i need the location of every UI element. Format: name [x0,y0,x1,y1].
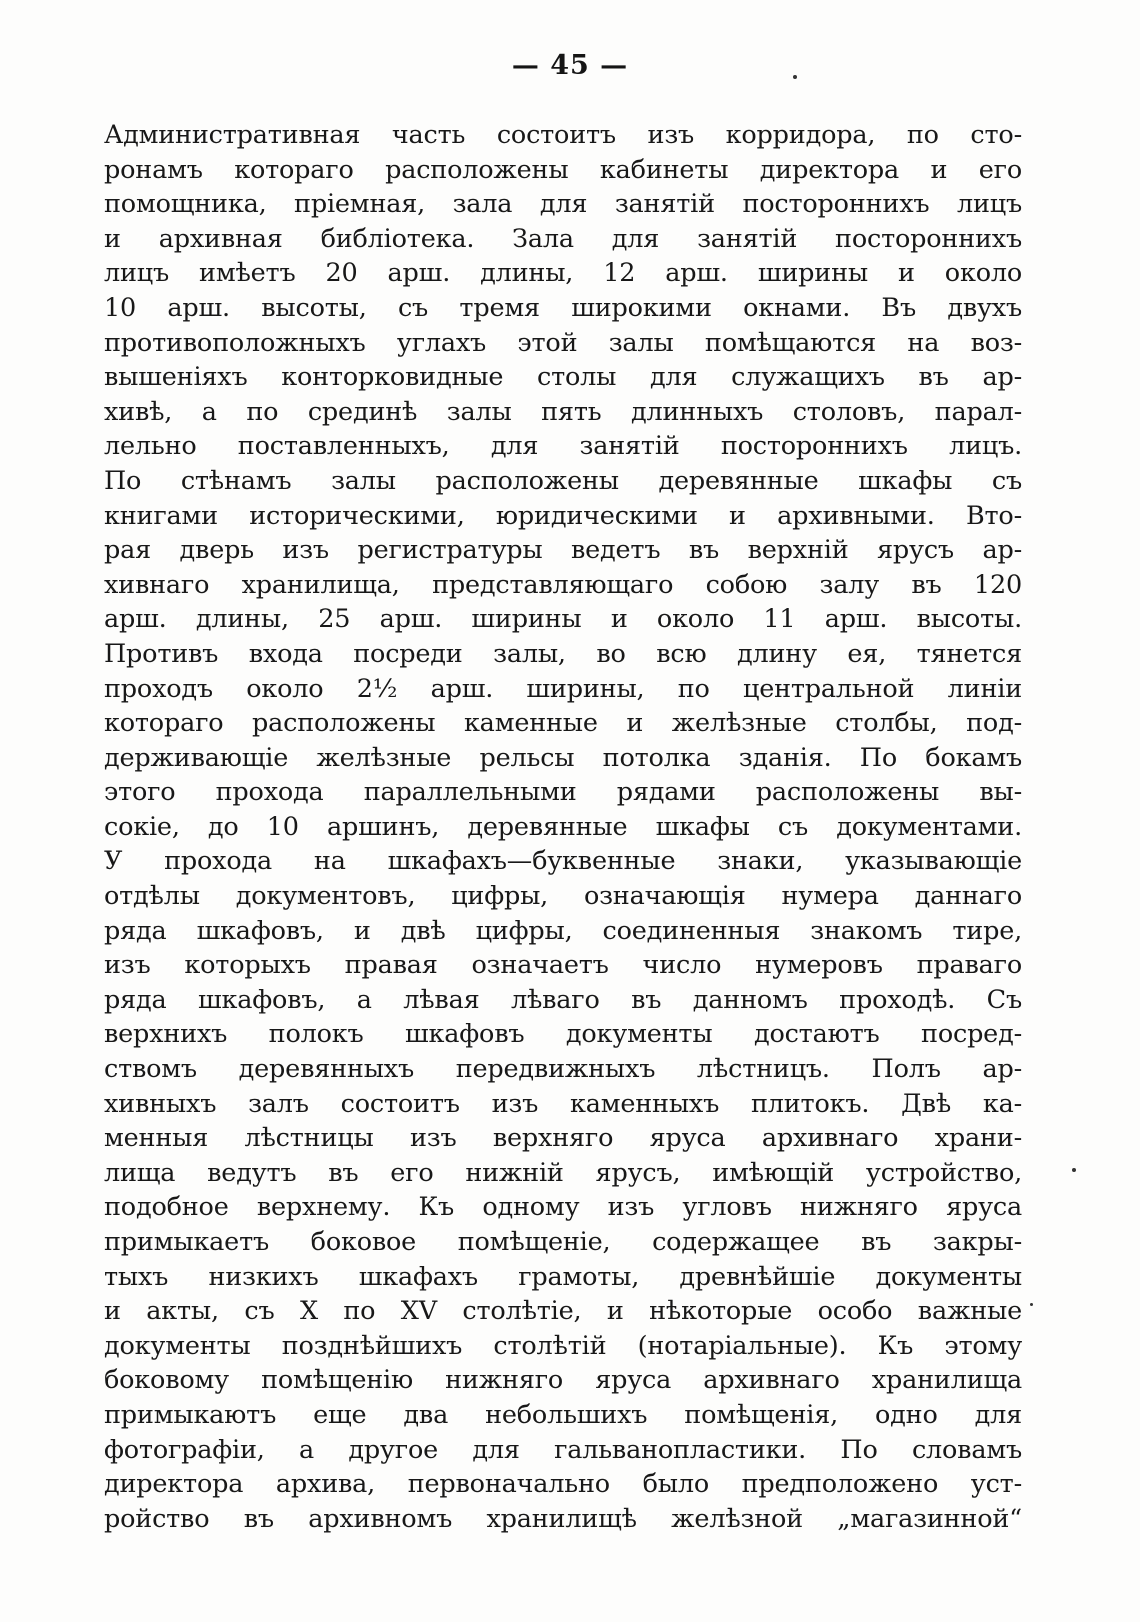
text-line: хивныхъ залъ состоитъ изъ каменныхъ плитокъ. Двѣ ка- [104,1088,1022,1119]
text-line: отдѣлы документовъ, цифры, означающія нумера даннаго [104,881,1022,912]
text-line: котораго расположены каменные и желѣзные столбы, под- [104,708,1022,739]
text-line: фотографіи, а другое для гальванопластики. По словамъ [104,1434,1022,1465]
text-line: противоположныхъ углахъ этой залы помѣщаются на воз- [104,327,1022,358]
text-line: вышеніяхъ конторковидные столы для служащихъ въ ар- [104,362,1022,393]
text-line: и акты, съ X по XV столѣтіе, и нѣкоторые особо важные [104,1296,1022,1327]
text-line: Административная часть состоитъ изъ корридора, по сто- [104,120,1022,150]
text-line: рая дверь изъ регистратуры ведетъ въ верхній ярусъ ар- [104,535,1022,566]
text-line: ствомъ деревянныхъ передвижныхъ лѣстницъ. Полъ ар- [104,1054,1022,1085]
text-line: подобное верхнему. Къ одному изъ угловъ нижняго яруса [104,1192,1022,1223]
text-line: верхнихъ полокъ шкафовъ документы достаютъ посред- [104,1019,1022,1050]
text-line: лища ведутъ въ его нижній ярусъ, имѣющій устройство, [104,1157,1022,1188]
text-line: У прохода на шкафахъ—буквенные знаки, указывающіе [104,846,1022,877]
text-line: изъ которыхъ правая означаетъ число нумеровъ праваго [104,950,1022,981]
text-line: хивѣ, а по срединѣ залы пять длинныхъ столовъ, парал- [104,396,1022,427]
text-line: примыкаетъ боковое помѣщеніе, содержащее въ закры- [104,1227,1022,1257]
text-line: лицъ имѣетъ 20 арш. длины, 12 арш. ширины и около [104,258,1022,289]
text-line: сокіе, до 10 аршинъ, деревянные шкафы съ документами. [104,811,1022,842]
text-line: и архивная библіотека. Зала для занятій постороннихъ [104,223,1022,254]
paper-speck [793,75,797,79]
text-line: директора архива, первоначально было предположено уст- [104,1469,1022,1500]
text-line: проходъ около 2½ арш. ширины, по центральной линіи [104,673,1022,704]
text-line: арш. длины, 25 арш. ширины и около 11 арш. высоты. [104,604,1022,635]
paper-speck [1072,1168,1076,1172]
text-line: держивающіе желѣзные рельсы потолка зданія. По бокамъ [104,742,1022,773]
text-line: хивнаго хранилища, представляющаго собою залу въ 120 [104,569,1022,600]
text-line: лельно поставленныхъ, для занятій постороннихъ лицъ. [104,431,1022,462]
text-line: помощника, пріемная, зала для занятій постороннихъ лицъ [104,189,1022,220]
paper-speck [1030,1303,1033,1306]
text-line: боковому помѣщенію нижняго яруса архивнаго хранилища [104,1365,1022,1396]
text-line: ряда шкафовъ, и двѣ цифры, соединенныя знакомъ тире, [104,915,1022,946]
text-line: тыхъ низкихъ шкафахъ грамоты, древнѣйшіе документы [104,1261,1022,1292]
text-line: менныя лѣстницы изъ верхняго яруса архивнаго храни- [104,1123,1022,1154]
text-line: документы позднѣйшихъ столѣтій (нотаріальные). Къ этому [104,1330,1022,1361]
text-line: По стѣнамъ залы расположены деревянные шкафы съ [104,465,1022,496]
text-line: Противъ входа посреди залы, во всю длину ея, тянется [104,638,1022,669]
text-line: книгами историческими, юридическими и архивными. Вто- [104,500,1022,531]
text-line: ряда шкафовъ, а лѣвая лѣваго въ данномъ проходѣ. Съ [104,984,1022,1015]
body-text [104,118,1022,1536]
text-line: ройство въ архивномъ хранилищѣ желѣзной „магазинной“ [104,1503,1022,1534]
text-line: ронамъ котораго расположены кабинеты директора и его [104,154,1022,185]
text-line: примыкаютъ еще два небольшихъ помѣщенія, одно для [104,1399,1022,1430]
page-number: — 45 — [511,50,629,81]
text-line: этого прохода параллельными рядами расположены вы- [104,777,1022,808]
text-line: 10 арш. высоты, съ тремя широкими окнами. Въ двухъ [104,292,1022,323]
